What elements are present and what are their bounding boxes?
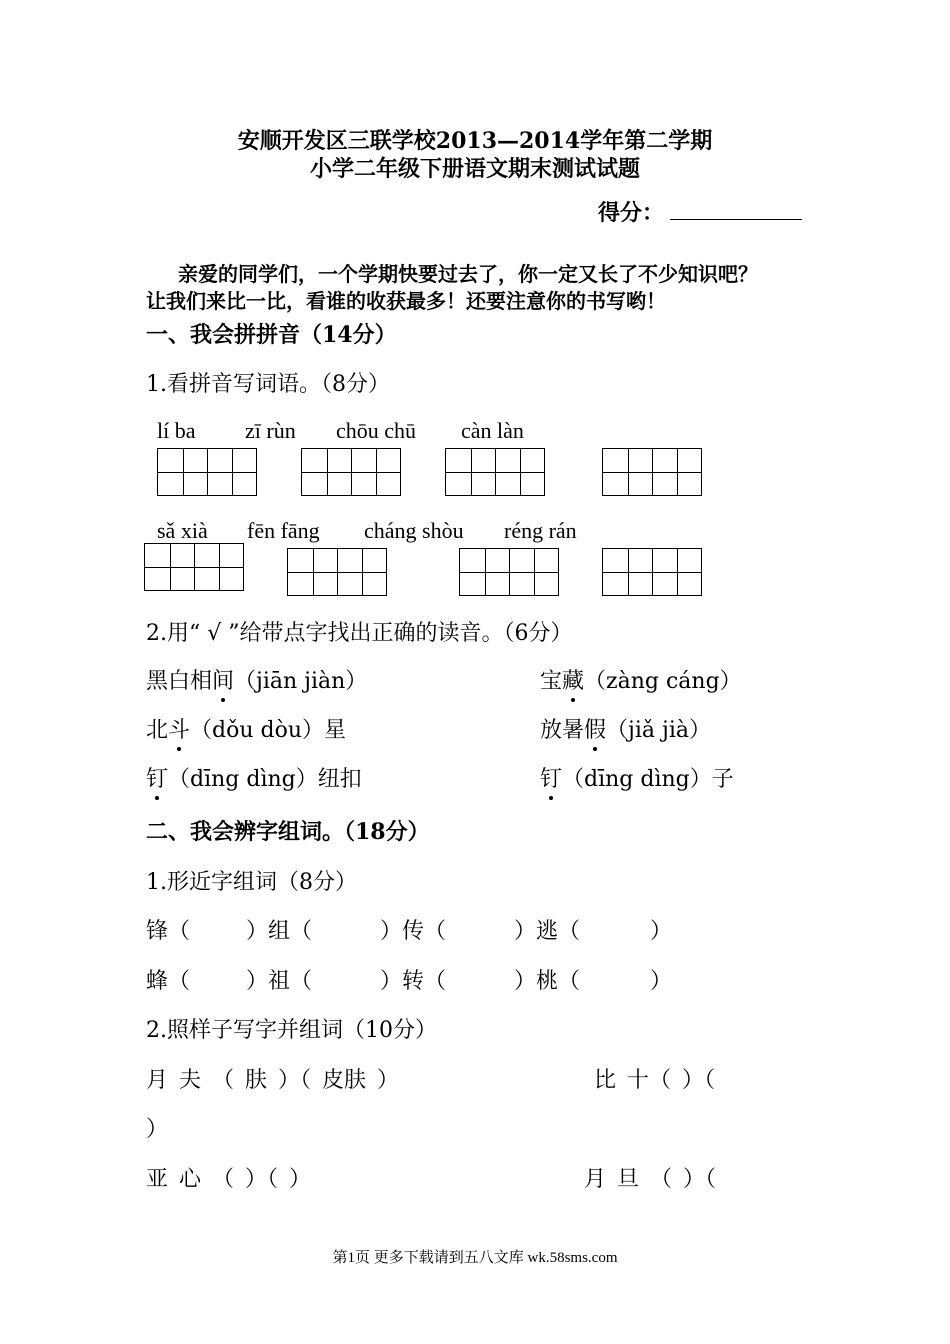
- pinyin-label: cháng shòu: [364, 518, 464, 543]
- compose-blank-wrap: ）: [146, 1117, 169, 1142]
- writing-grid[interactable]: [287, 548, 387, 596]
- q2-2-title: 2.照样子写字并组词（10分）: [146, 1018, 437, 1043]
- compose-blank[interactable]: 亚 心 （ ）（ ）: [146, 1167, 311, 1192]
- page-footer: 第1页 更多下载请到五八文库 wk.58sms.com: [332, 1250, 618, 1266]
- word-blank[interactable]: ）传（: [380, 919, 447, 944]
- pinyin-label: càn làn: [461, 418, 524, 443]
- writing-grid[interactable]: [144, 543, 244, 591]
- reading-item[interactable]: 放暑假（jiǎ jià）: [540, 713, 711, 744]
- reading-item[interactable]: 黑白相间（jiān jiàn）: [146, 664, 367, 695]
- reading-item[interactable]: 北斗（dǒu dòu）星: [146, 713, 346, 744]
- word-blank[interactable]: ）祖（: [246, 969, 313, 994]
- writing-grid[interactable]: [301, 448, 401, 496]
- pinyin-label: fēn fāng: [247, 518, 320, 543]
- intro-line-1: 亲爱的同学们，一个学期快要过去了，你一定又长了不少知识吧？: [178, 262, 758, 286]
- section-2-title: 二、我会辨字组词。（18分）: [146, 819, 430, 845]
- writing-grid[interactable]: [602, 548, 702, 596]
- section-1-title: 一、我会拼拼音（14分）: [146, 322, 397, 348]
- q1-1-title: 1.看拼音写词语。（8分）: [146, 372, 390, 397]
- word-blank[interactable]: ）: [650, 919, 673, 944]
- word-blank[interactable]: 锋（: [146, 919, 191, 944]
- q2-1-title: 1.形近字组词（8分）: [146, 870, 357, 895]
- title-line-1: 安顺开发区三联学校2013—2014学年第二学期: [237, 128, 713, 154]
- dotted-char: 假: [584, 713, 606, 744]
- compose-blank[interactable]: 月 旦 （ ）（: [584, 1167, 716, 1192]
- dotted-char: 间: [212, 664, 234, 695]
- writing-grid[interactable]: [459, 548, 559, 596]
- word-blank[interactable]: ）逃（: [514, 919, 581, 944]
- writing-grid[interactable]: [602, 448, 702, 496]
- compose-blank[interactable]: 比 十（ ）（: [594, 1068, 715, 1093]
- dotted-char: 斗: [168, 713, 190, 744]
- reading-item[interactable]: 钉（dīng dìng）纽扣: [146, 762, 362, 793]
- reading-item[interactable]: 钉（dīng dìng）子: [540, 762, 734, 793]
- writing-grid[interactable]: [445, 448, 545, 496]
- dotted-char: 藏: [562, 664, 584, 695]
- word-blank[interactable]: ）转（: [380, 969, 447, 994]
- pinyin-label: lí ba: [157, 418, 196, 443]
- intro-line-2: 让我们来比一比，看谁的收获最多！还要注意你的书写哟！: [146, 289, 666, 313]
- writing-grid[interactable]: [157, 448, 257, 496]
- q1-2-title: 2.用“ √ ”给带点字找出正确的读音。（6分）: [146, 621, 573, 646]
- word-blank[interactable]: ）桃（: [514, 969, 581, 994]
- pinyin-label: zī rùn: [245, 418, 296, 443]
- pinyin-label: sǎ xià: [157, 518, 208, 543]
- reading-item[interactable]: 宝藏（zàng cáng）: [540, 664, 742, 695]
- dotted-char: 钉: [146, 762, 168, 793]
- pinyin-label: réng rán: [504, 518, 577, 543]
- word-blank[interactable]: ）组（: [246, 919, 313, 944]
- dotted-char: 钉: [540, 762, 562, 793]
- score-label: 得分：: [598, 200, 665, 226]
- example-line: 月 夫 （ 肤 ）（ 皮肤 ）: [146, 1068, 399, 1093]
- title-line-2: 小学二年级下册语文期末测试试题: [309, 156, 640, 182]
- word-blank[interactable]: ）: [650, 969, 673, 994]
- word-blank[interactable]: 蜂（: [146, 969, 191, 994]
- pinyin-label: chōu chū: [336, 418, 417, 443]
- score-blank[interactable]: [670, 219, 802, 220]
